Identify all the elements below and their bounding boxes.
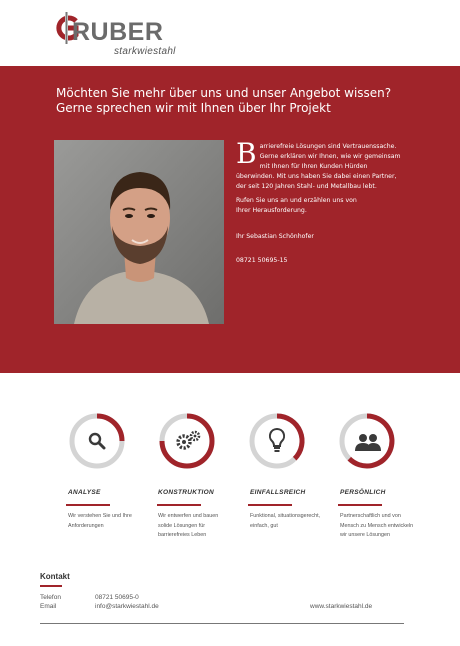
email-link[interactable]: info@starkwiestahl.de xyxy=(95,603,159,610)
phone-value[interactable]: 08721 50695-0 xyxy=(95,594,139,601)
company-logo xyxy=(54,12,174,58)
email-label: Email xyxy=(40,603,57,610)
feature-underline xyxy=(338,504,382,506)
intro-line: der seit 120 Jahren Stahl- und Metallbau lebt. xyxy=(236,183,377,190)
feature-text-analyse xyxy=(68,512,158,531)
feature-text-konstruktion xyxy=(158,512,248,541)
logo-tagline: starkwiestahl xyxy=(114,46,176,57)
phone-label: Telefon xyxy=(40,594,61,601)
feature-text-line: Wir verstehen Sie und Ihre xyxy=(68,513,132,519)
feature-underline xyxy=(248,504,292,506)
feature-text-line: Mensch zu Mensch entwickeln xyxy=(340,522,414,529)
feature-title-konstruktion: KONSTRUKTION xyxy=(158,489,214,496)
lightbulb-icon xyxy=(268,427,286,455)
intro-line: arrierefreie Lösungen sind Vertrauenssache. xyxy=(259,143,397,150)
gears-icon xyxy=(174,429,202,453)
feature-title-analyse: ANALYSE xyxy=(68,489,101,496)
call-to-action-text xyxy=(236,196,412,216)
contact-person-phone[interactable]: 08721 50695-15 xyxy=(236,257,288,264)
signature: Ihr Sebastian Schönhofer xyxy=(236,233,314,240)
intro-line: Gerne erklären wir Ihnen, wie wir gemeinsam xyxy=(259,153,401,160)
feature-text-line: einfach, gut xyxy=(250,522,278,529)
footer-divider xyxy=(40,623,404,624)
feature-text-line: solide Lösungen für xyxy=(158,522,206,529)
call-line: Ihrer Herausforderung. xyxy=(236,207,307,214)
intro-text xyxy=(236,137,412,192)
feature-text-persoenlich xyxy=(340,512,430,541)
feature-title-einfallsreich: EINFALLSREICH xyxy=(250,489,306,496)
intro-dropcap: B xyxy=(236,137,257,170)
hero-headline xyxy=(56,86,416,116)
feature-underline xyxy=(66,504,110,506)
feature-text-line: barrierefreies Leben xyxy=(158,532,207,538)
feature-text-line: Funktional, situationsgerecht, xyxy=(250,513,321,519)
feature-text-line: wir unsere Lösungen xyxy=(340,532,391,538)
call-line: Rufen Sie uns an und erzählen uns von xyxy=(236,197,357,204)
hero-headline-line-2: Gerne sprechen wir mit Ihnen über Ihr Projekt xyxy=(56,101,331,115)
people-icon xyxy=(354,432,382,452)
hero-headline-line-1: Möchten Sie mehr über uns und unser Angebot wissen? xyxy=(56,86,392,100)
feature-underline xyxy=(157,504,201,506)
magnifier-icon xyxy=(88,432,106,450)
contact-underline xyxy=(40,585,62,587)
contact-heading: Kontakt xyxy=(40,572,70,581)
logo-brand-text: RUBER xyxy=(72,18,164,46)
feature-text-line: Partnerschaftlich und von xyxy=(340,513,401,519)
intro-line: mit Ihnen für Ihren Kunden Hürden xyxy=(259,163,368,170)
feature-text-line: Anforderungen xyxy=(68,522,104,529)
website-link[interactable]: www.starkwiestahl.de xyxy=(310,603,373,610)
feature-text-einfallsreich xyxy=(250,512,340,531)
intro-line: überwinden. Mit uns haben Sie dabei einen Partner, xyxy=(236,173,397,180)
contact-person-photo xyxy=(54,140,224,324)
feature-title-persoenlich: PERSÖNLICH xyxy=(340,489,386,496)
feature-text-line: Wir entwerfen und bauen xyxy=(158,513,219,519)
